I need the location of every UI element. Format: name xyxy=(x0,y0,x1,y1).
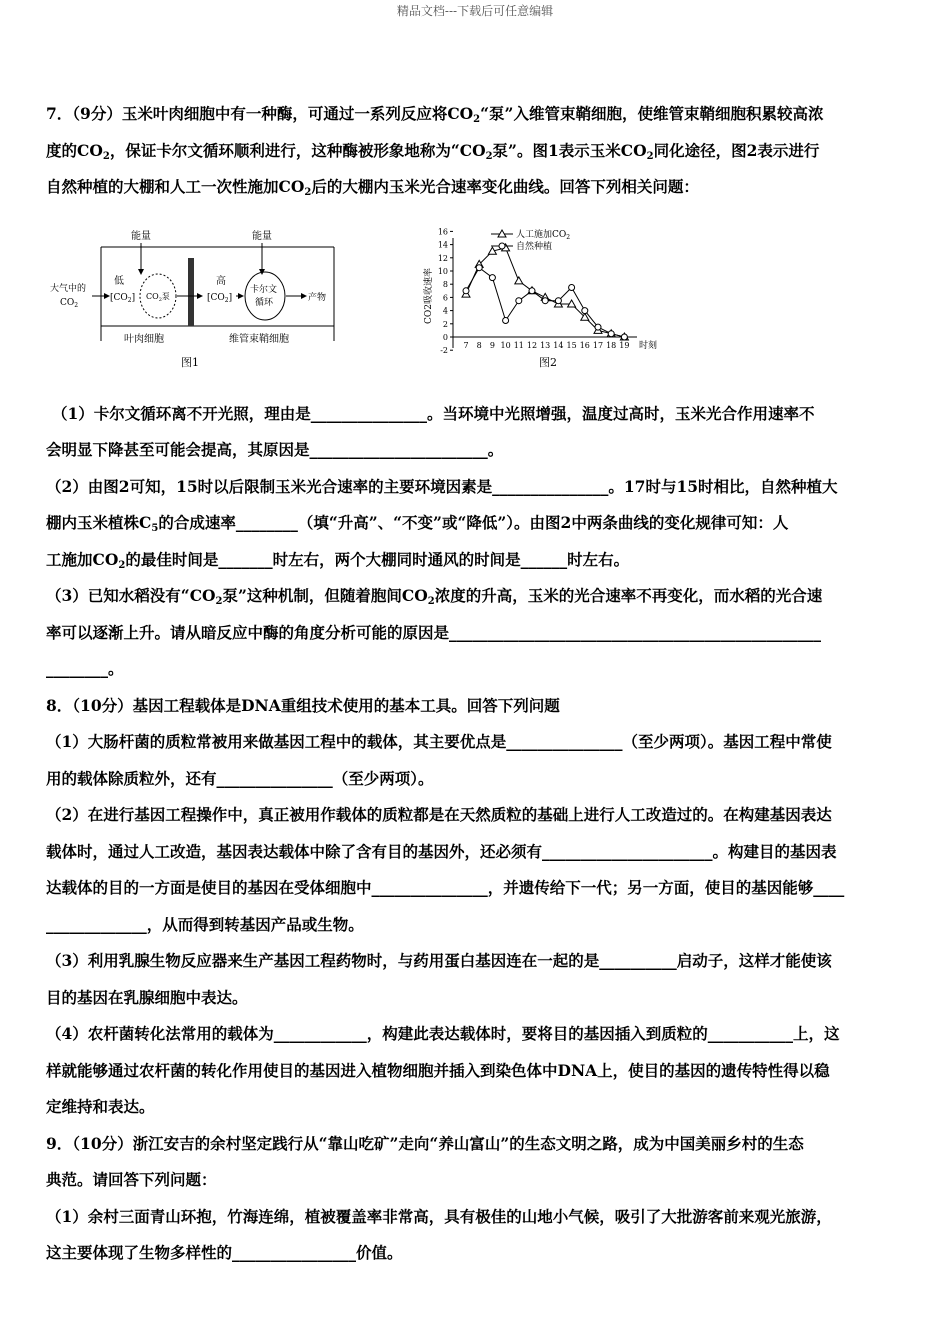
y-tick-label: 14 xyxy=(437,240,448,250)
mesophyll-label: 叶肉细胞 xyxy=(124,333,164,345)
air-co2-label-l2: $CO_2$ xyxy=(60,297,79,309)
q7-sub3-line1: （3）已知水稻没有“$CO_2$泵”这种机制，但随着胞间$CO_2$浓度的升高，玉米的光合速率不再变化，而水稻的光合速 xyxy=(46,586,823,607)
x-tick-label: 8 xyxy=(476,340,482,350)
figure2-caption: 图2 xyxy=(539,355,557,369)
q8-sub3-line1: （3）利用乳腺生物反应器来生产基因工程药物时，与药用蛋白基因连在一起的是__________启动子，这样才能使该 xyxy=(46,951,832,970)
co2-right-label: $[CO_2]$ xyxy=(207,292,233,304)
page-header: 精品文档---下载后可任意编辑 xyxy=(396,4,554,18)
co2-left-label: $[CO_2]$ xyxy=(110,292,136,304)
low-label: 低 xyxy=(114,275,124,287)
q7-sub1-line1: （1）卡尔文循环离不开光照，理由是_______________。当环境中光照增强，温度过高时，玉米光合作用速率不 xyxy=(52,403,815,423)
data-point-circle xyxy=(476,264,482,270)
x-tick-label: 14 xyxy=(553,340,564,350)
y-tick-label: 8 xyxy=(442,279,448,289)
q8-title: 8．（10分）基因工程载体是DNA重组技术使用的基本工具。回答下列问题 xyxy=(46,695,560,715)
data-point-circle xyxy=(503,317,509,323)
x-tick-label: 9 xyxy=(489,340,495,350)
q8-sub2-line3: 达载体的目的一方面是使目的基因在受体细胞中_______________，并遗传给下一代；另一方面，使目的基因能够____ xyxy=(46,878,845,897)
document-body xyxy=(46,96,904,1272)
x-tick-label: 12 xyxy=(526,340,538,350)
q7-intro-line2: 度的$CO_2$，保证卡尔文循环顺利进行，这种酶被形象地称为“$CO_2$泵”。图1表示玉米$CO_2$同化途径，图2表示进行 xyxy=(46,140,820,162)
q7-sub2-line2: 棚内玉米植株$C_5$的合成速率________（填“升高”、“不变”或“降低”）。由图2中两条曲线的变化规律可知：人 xyxy=(46,513,789,534)
data-point-triangle xyxy=(515,276,523,283)
data-point-circle xyxy=(529,287,535,293)
legend-circle-marker xyxy=(499,243,505,249)
air-co2-label-l1: 大气中的 xyxy=(50,283,87,294)
q8-sub1-line1: （1）大肠杆菌的质粒常被用来做基因工程中的载体，其主要优点是_______________（至少两项）。基因工程中常使 xyxy=(46,732,832,751)
q7-sub1-line2: 会明显下降甚至可能会提高，其原因是_______________________。 xyxy=(46,440,504,459)
x-tick-label: 17 xyxy=(592,340,604,350)
x-tick-label: 15 xyxy=(566,340,577,350)
x-tick-label: 16 xyxy=(579,340,590,350)
q8-sub2-line4: _____________，从而得到转基因产品或生物。 xyxy=(46,914,364,934)
q8-sub4-line2: 样就能够通过农杆菌的转化作用使目的基因进入植物细胞并插入到染色体中DNA上，使目的基因的遗传特性得以稳 xyxy=(46,1060,830,1080)
calvin-cycle xyxy=(245,272,285,320)
calvin-label-l1: 卡尔文 xyxy=(250,284,278,295)
legend-label-artificial: 人工施加$CO_2$ xyxy=(516,229,571,241)
y-tick-label: 0 xyxy=(442,332,448,342)
q7-intro-line3: 自然种植的大棚和人工一次性施加$CO_2$后的大棚内玉米光合速率变化曲线。回答下列相关问题： xyxy=(46,177,699,198)
figures-row xyxy=(46,206,904,392)
q8-sub2-line2: 载体时，通过人工改造，基因表达载体中除了含有目的基因外，还必须有______________________。构建目的基因表 xyxy=(46,841,837,861)
q7-sub2-line1: （2）由图2可知，15时以后限制玉米光合速率的主要环境因素是_______________。17时与15时相比，自然种植大 xyxy=(46,476,838,496)
x-tick-label: 10 xyxy=(500,340,511,350)
energy-label-left: 能量 xyxy=(131,230,151,242)
product-label: 产物 xyxy=(308,292,327,303)
legend xyxy=(491,228,570,252)
cell-wall-barrier xyxy=(188,258,194,326)
y-tick-label: 16 xyxy=(437,226,448,236)
x-tick-label: 7 xyxy=(463,340,469,350)
q7-sub3-line2: 率可以逐渐上升。请从暗反应中酶的角度分析可能的原因是________________________________________________ xyxy=(46,622,822,642)
x-tick-label: 13 xyxy=(540,340,551,350)
data-point-circle xyxy=(608,330,614,336)
figure1-diagram xyxy=(46,206,341,392)
y-tick-label: -2 xyxy=(440,345,448,355)
q8-sub2-line1: （2）在进行基因工程操作中，真正被用作载体的质粒都是在天然质粒的基础上进行人工改造过的。在构建基因表达 xyxy=(46,805,832,824)
q7-sub3-line3: ________。 xyxy=(46,659,124,678)
y-tick-label: 6 xyxy=(442,292,448,302)
x-tick-label: 19 xyxy=(619,340,630,350)
calvin-label-l2: 循环 xyxy=(255,297,274,308)
data-point-circle xyxy=(569,284,575,290)
q9-sub1-line1: （1）余村三面青山环抱，竹海连绵，植被覆盖率非常高，具有极佳的山地小气候，吸引了大批游客前来观光旅游， xyxy=(46,1206,832,1226)
data-point-circle xyxy=(516,297,522,303)
data-point-circle xyxy=(555,297,561,303)
co2-pump-label: $CO_2$泵 xyxy=(146,291,170,303)
figure2-chart xyxy=(421,206,691,392)
y-tick-label: 10 xyxy=(437,266,448,276)
q8-sub3-line2: 目的基因在乳腺细胞中表达。 xyxy=(46,987,248,1007)
q9-sub1-line2: 这主要体现了生物多样性的________________价值。 xyxy=(46,1243,403,1262)
data-point-circle xyxy=(595,324,601,330)
x-tick-label: 11 xyxy=(513,340,524,350)
x-axis-label: 时刻 xyxy=(639,340,658,351)
q8-sub4-line1: （4）农杆菌转化法常用的载体为____________，构建此表达载体时，要将目的基因插入到质粒的___________上，这 xyxy=(46,1024,840,1043)
high-label: 高 xyxy=(216,275,226,287)
y-axis-label: CO2吸收速率 xyxy=(424,267,434,324)
data-point-circle xyxy=(621,334,627,340)
bundle-sheath-label: 维管束鞘细胞 xyxy=(229,333,289,345)
figure1-caption: 图1 xyxy=(181,355,199,369)
y-tick-label: 2 xyxy=(442,319,448,329)
q9-title-line1: 9．（10分）浙江安吉的余村坚定践行从“靠山吃矿”走向“养山富山”的生态文明之路，成为中国美丽乡村的生态 xyxy=(46,1133,804,1153)
q9-title-line2: 典范。请回答下列问题： xyxy=(46,1170,217,1189)
energy-label-right: 能量 xyxy=(252,230,272,242)
data-point-circle xyxy=(463,287,469,293)
y-tick-label: 4 xyxy=(442,306,448,316)
legend-label-natural: 自然种植 xyxy=(516,241,553,252)
q7-intro-line1: 7．（9分）玉米叶肉细胞中有一种酶，可通过一系列反应将$CO_2“$泵”入维管束鞘细胞，使维管束鞘细胞积累较高浓 xyxy=(46,104,824,125)
data-point-circle xyxy=(489,274,495,280)
y-tick-label: 12 xyxy=(437,253,448,263)
q8-sub1-line2: 用的载体除质粒外，还有_______________（至少两项）。 xyxy=(46,768,434,788)
q7-sub2-line3: 工施加$CO_2$的最佳时间是_______时左右，两个大棚同时通风的时间是______时左右。 xyxy=(46,549,630,571)
data-point-circle xyxy=(582,307,588,313)
q8-sub4-line3: 定维持和表达。 xyxy=(46,1097,155,1116)
data-point-circle xyxy=(542,297,548,303)
x-tick-label: 18 xyxy=(606,340,617,350)
